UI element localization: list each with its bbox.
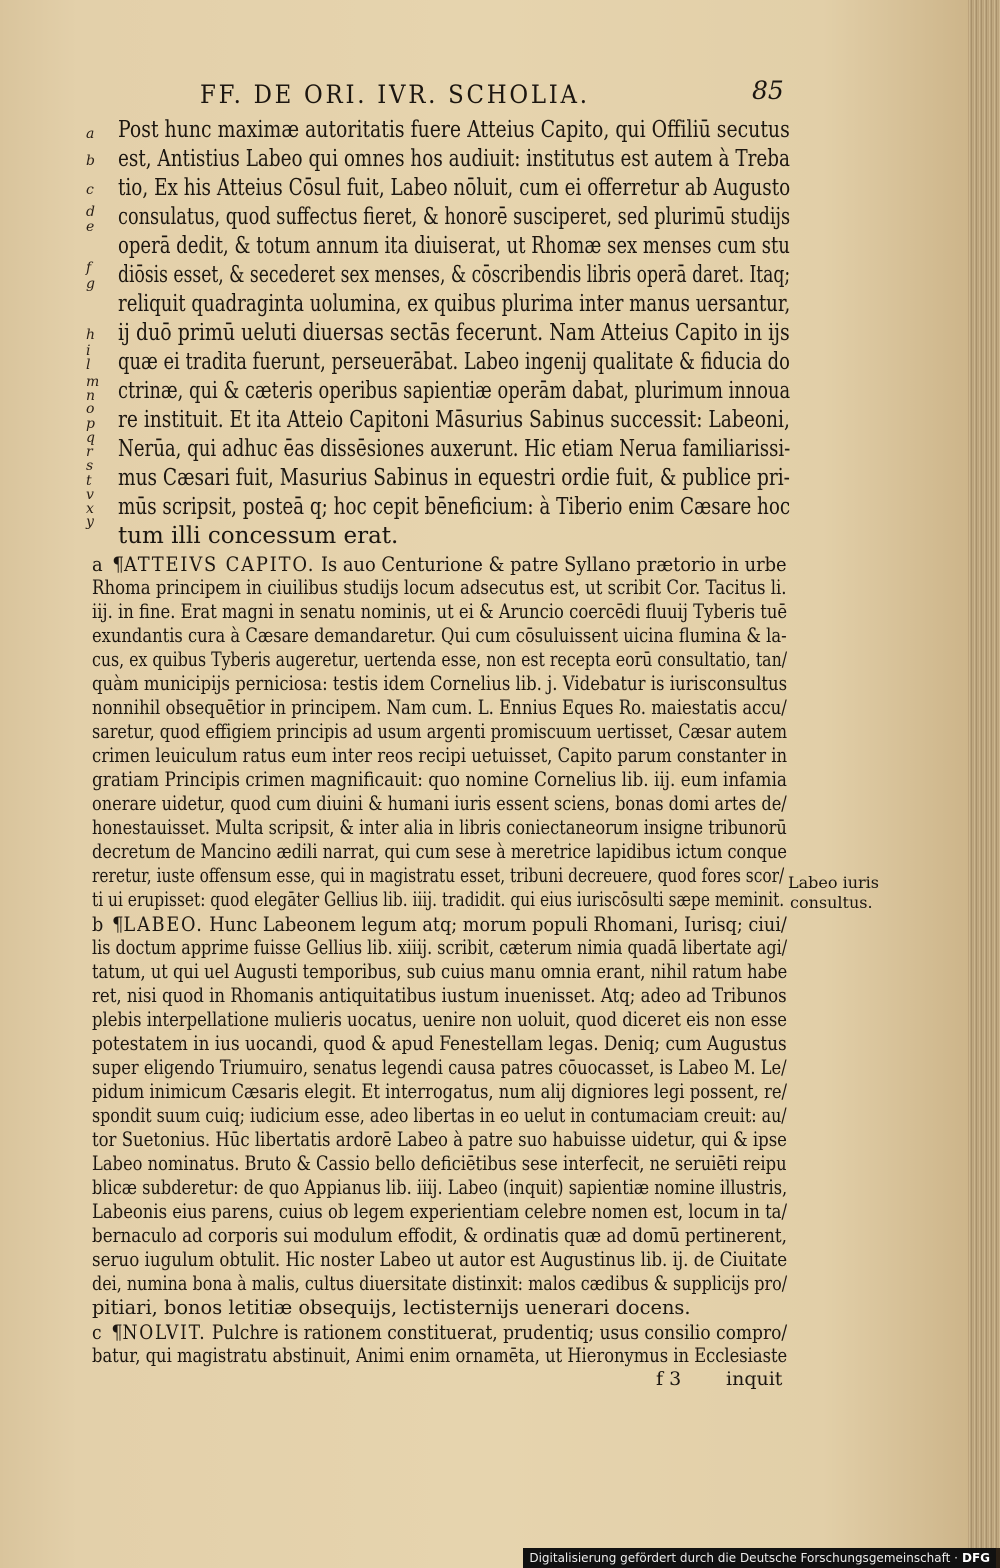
main-text-line: re instituit. Et ita Atteio Capitoni Māsurius Sabinus successit: Labeoni, bbox=[118, 407, 790, 433]
margin-letter: v bbox=[86, 487, 94, 503]
commentary-line: iij. in fine. Erat magni in senatu nominis, ut ei & Aruncio coercēdi fluuij Tyberis tuē bbox=[92, 600, 788, 623]
pilcrow-icon: ¶ bbox=[112, 552, 124, 576]
margin-letter: e bbox=[86, 219, 95, 235]
commentary-text: Hunc Labeonem legum atq; morum populi Rhomani, Iurisq; ciui/ bbox=[203, 913, 787, 936]
commentary-line: tatum, ut qui uel Augusti temporibus, sub cuius manu omnia erant, nihil ratum habe bbox=[92, 960, 788, 983]
commentary-line: lis doctum apprime fuisse Gellius lib. xiiij. scribit, cæterum nimia quadā libertate agi/ bbox=[92, 936, 788, 959]
commentary-line: spondit suum cuiq; iudicium esse, adeo libertas in eo uelut in contumaciam creuit: au/ bbox=[92, 1104, 787, 1127]
commentary-line bbox=[92, 552, 787, 576]
commentary-line: reretur, iuste offensum esse, qui in magistratu esset, tribuni decreuere, quod fores scor/ bbox=[92, 864, 785, 887]
commentary-line: onerare uidetur, quod cum diuini & humani iuris essent sciens, bonas domi artes de/ bbox=[92, 792, 787, 815]
commentary-line: cus, ex quibus Tyberis augeretur, uertenda esse, non est recepta eorū consultatio, tan/ bbox=[92, 648, 788, 671]
commentary-line: pitiari, bonos letitiæ obsequijs, lectisternijs uenerari docens. bbox=[92, 1296, 691, 1319]
side-note-line: consultus. bbox=[790, 893, 873, 912]
pilcrow-icon: ¶ bbox=[111, 912, 124, 936]
commentary-line: dei, numina bona à malis, cultus diuersitate distinxit: malos cædibus & supplicijs pro/ bbox=[92, 1272, 788, 1295]
commentary-line: pidum inimicum Cæsaris elegit. Et interrogatus, num alij digniores legi possent, re/ bbox=[92, 1080, 788, 1103]
commentary-line: blicæ subderetur: de quo Appianus lib. iiij. Labeo (inquit) sapientiæ nomine illustris, bbox=[92, 1176, 788, 1199]
commentary-line: ti ui erupisset: quod elegāter Gellius lib. iiij. tradidit. qui eius iuriscōsulti sæpe meminit. bbox=[92, 888, 785, 911]
margin-letter: t bbox=[86, 473, 92, 489]
commentary-line: Labeonis eius parens, cuius ob legem experientiam celebre nomen est, locum in ta/ bbox=[92, 1200, 787, 1223]
lemma-heading: ATTEIVS CAPITO. bbox=[123, 553, 316, 576]
commentary-line: super eligendo Triumuiro, senatus legendi causa patres cōuocasset, is Labeo M. Le/ bbox=[92, 1056, 787, 1079]
commentary-line: honestauisset. Multa scripsit, & inter alia in libris coniectaneorum insigne tribunorū bbox=[92, 816, 787, 839]
note-letter: a bbox=[92, 553, 103, 576]
margin-letter: p bbox=[86, 416, 95, 432]
commentary-line: saretur, quod effigiem principis ad usum argenti promiscuum uertisset, Cæsar autem bbox=[92, 720, 788, 743]
main-text-line: ij duō primū ueluti diuersas sectās fecerunt. Nam Atteius Capito in ijs bbox=[118, 320, 790, 346]
page-edge bbox=[968, 0, 1000, 1548]
margin-letter: m bbox=[86, 374, 100, 390]
main-text-line: Nerūa, qui adhuc ēas dissēsiones auxerunt. Hic etiam Nerua familiarissi- bbox=[118, 436, 791, 462]
margin-letter: x bbox=[86, 501, 94, 517]
margin-letter: c bbox=[86, 182, 94, 198]
commentary-line: crimen leuiculum ratus eum inter reos recipi uetuisset, Capito parum constanter in bbox=[92, 744, 788, 767]
signature-mark: f 3 bbox=[656, 1368, 682, 1390]
margin-letter: y bbox=[86, 514, 94, 530]
commentary-line: exundantis cura à Cæsare demandaretur. Qui cum cōsuluissent uicina flumina & la- bbox=[92, 624, 787, 647]
margin-letter: a bbox=[86, 126, 95, 142]
margin-letter: n bbox=[86, 388, 96, 404]
commentary-line bbox=[92, 1320, 787, 1344]
main-text-line: ctrinæ, qui & cæteris operibus sapientiæ operām dabat, plurimum innoua bbox=[118, 378, 791, 404]
margin-letter: i bbox=[86, 343, 91, 359]
main-text-line: operā dedit, & totum annum ita diuiserat, ut Rhomæ sex menses cum stu bbox=[118, 233, 790, 259]
commentary-line: Labeo nominatus. Bruto & Cassio bello deficiētibus sese interfecit, ne seruiēti reipu bbox=[92, 1152, 787, 1175]
commentary-line: gratiam Principis crimen magnificauit: quo nomine Cornelius lib. iij. eum infamia bbox=[92, 768, 787, 791]
main-text-line: mūs scripsit, posteā q; hoc cepit bēneficium: à Tiberio enim Cæsare hoc bbox=[118, 494, 791, 520]
dfg-logo: DFG bbox=[961, 1551, 990, 1565]
main-text-line: est, Antistius Labeo qui omnes hos audiuit: institutus est autem à Treba bbox=[118, 146, 791, 172]
commentary-line: plebis interpellatione mulieris uocatus, uenire non uoluit, quod diceret eis non esse bbox=[92, 1008, 787, 1031]
margin-letter: l bbox=[86, 357, 91, 373]
lemma-heading: LABEO. bbox=[123, 913, 204, 936]
digitization-footer bbox=[523, 1548, 996, 1568]
side-note-line: Labeo iuris bbox=[788, 873, 879, 892]
commentary-line: bernaculo ad corporis sui modulum effodit, & ordinatis quæ ad domū pertinerent, bbox=[92, 1224, 787, 1247]
page-number: 85 bbox=[752, 76, 784, 105]
running-head: FF. DE ORI. IVR. SCHOLIA. bbox=[200, 80, 590, 109]
commentary-line: seruo iugulum obtulit. Hic noster Labeo ut autor est Augustinus lib. ij. de Ciuitate bbox=[92, 1248, 788, 1271]
commentary-text: Is auo Centurione & patre Syllano prætorio in urbe bbox=[315, 553, 787, 576]
margin-letter: b bbox=[86, 153, 95, 169]
main-text-line: quæ ei tradita fuerunt, perseuerābat. Labeo ingenij qualitate & fiducia do bbox=[118, 349, 790, 375]
margin-letter: q bbox=[86, 430, 95, 446]
margin-letter: d bbox=[86, 204, 95, 220]
commentary-line bbox=[92, 912, 787, 936]
commentary-line: potestatem in ius uocandi, quod & apud Fenestellam legas. Deniq; cum Augustus bbox=[92, 1032, 787, 1055]
commentary-line: batur, qui magistratu abstinuit, Animi enim ornamēta, ut Hieronymus in Ecclesiaste bbox=[92, 1344, 788, 1367]
main-text-line: diōsis esset, & secederet sex menses, & cōscribendis libris operā daret. Itaq; bbox=[118, 262, 791, 288]
main-text-line: mus Cæsari fuit, Masurius Sabinus in equestri ordie fuit, & publice pri- bbox=[118, 465, 790, 491]
main-text-line: reliquit quadraginta uolumina, ex quibus plurima inter manus uersantur, bbox=[118, 291, 791, 317]
margin-letter: g bbox=[86, 276, 95, 292]
note-letter: c bbox=[92, 1321, 102, 1344]
commentary-line: ret, nisi quod in Rhomanis antiquitatibus iustum inuenisset. Atq; adeo ad Tribunos bbox=[92, 984, 787, 1007]
commentary-text: Pulchre is rationem constituerat, prudentiq; usus consilio compro/ bbox=[206, 1321, 788, 1344]
catchword: inquit bbox=[726, 1368, 783, 1390]
pilcrow-icon: ¶ bbox=[111, 1320, 123, 1344]
main-text-line: tum illi concessum erat. bbox=[118, 523, 399, 549]
footer-text: Digitalisierung gefördert durch die Deutsche Forschungsgemeinschaft · bbox=[529, 1551, 958, 1565]
main-text-line: tio, Ex his Atteius Cōsul fuit, Labeo nōluit, cum ei offerretur ab Augusto bbox=[118, 175, 791, 201]
margin-letter: s bbox=[86, 458, 94, 474]
main-text-line: consulatus, quod suffectus fieret, & honorē susciperet, sed plurimū studijs bbox=[118, 204, 791, 230]
commentary-line: tor Suetonius. Hūc libertatis ardorē Labeo à patre suo habuisse uidetur, qui & ipse bbox=[92, 1128, 787, 1151]
commentary-line: Rhoma principem in ciuilibus studijs locum adsecutus est, ut scribit Cor. Tacitus li. bbox=[92, 576, 787, 599]
margin-letter: r bbox=[86, 444, 93, 460]
lemma-heading: NOLVIT. bbox=[122, 1321, 207, 1344]
margin-letter: o bbox=[86, 401, 95, 417]
main-text-line: Post hunc maximæ autoritatis fuere Atteius Capito, qui Offiliū secutus bbox=[118, 117, 790, 143]
commentary-line: quàm municipijs perniciosa: testis idem Cornelius lib. j. Videbatur is iurisconsultus bbox=[92, 672, 788, 695]
commentary-line: nonnihil obsequētior in principem. Nam cum. L. Ennius Eques Ro. maiestatis accu/ bbox=[92, 696, 787, 719]
commentary-line: decretum de Mancino ædili narrat, qui cum sese à meretrice lapidibus ictum conque bbox=[92, 840, 787, 863]
note-letter: b bbox=[92, 913, 104, 936]
margin-letter: h bbox=[86, 327, 96, 343]
margin-letter: f bbox=[86, 260, 92, 276]
